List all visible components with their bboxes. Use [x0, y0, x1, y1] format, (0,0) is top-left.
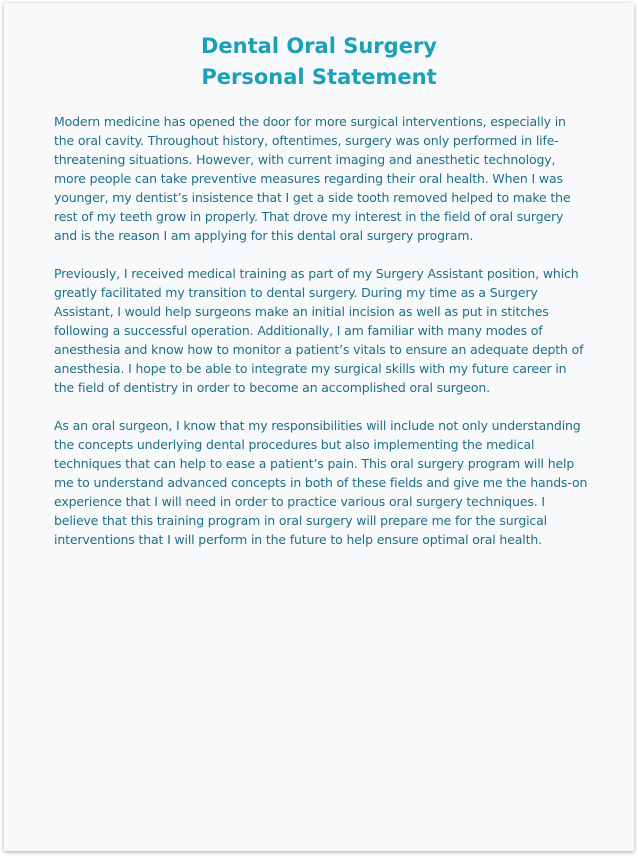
title-line-1: Dental Oral Surgery [201, 34, 437, 58]
paragraph-3: As an oral surgeon, I know that my responsibilities will include not only understanding the concepts underlying dental procedures but also implementing the medical techniques that can help to ease a patient’s pain. This oral surgery program will help me to understand advanced concepts in both of these fields and give me the hands-on experience that I will need in order to practice various oral surgery techniques. I believe that this training program in oral surgery will prepare me for the surgical interventions that I will perform in the future to help ensure optimal oral health. [54, 418, 588, 547]
paragraph-2: Previously, I received medical training as part of my Surgery Assistant position, which greatly facilitated my transition to dental surgery. During my time as a Surgery Assistant, I would help surgeons make an initial incision as well as put in stitches following a successful operation. Additionally, I am familiar with many modes of anesthesia and know how to monitor a patient’s vitals to ensure an adequate depth of anesthesia. I hope to be able to integrate my surgical skills with my future career in the field of dentistry in order to become an accomplished oral surgeon. [54, 266, 584, 395]
document-page [4, 3, 634, 851]
page-title [4, 31, 634, 93]
title-line-2: Personal Statement [201, 65, 437, 89]
paragraph-1: Modern medicine has opened the door for more surgical interventions, especially in the oral cavity. Throughout history, oftentimes, surgery was only performed in life-threatening situations. However, with current imaging and anesthetic technology, more people can take preventive measures regarding their oral health. When I was younger, my dentist’s insistence that I get a side tooth removed helped to make the rest of my teeth grow in properly. That drove my interest in the field of oral surgery and is the reason I am applying for this dental oral surgery program. [54, 114, 571, 243]
document-body [54, 112, 588, 568]
